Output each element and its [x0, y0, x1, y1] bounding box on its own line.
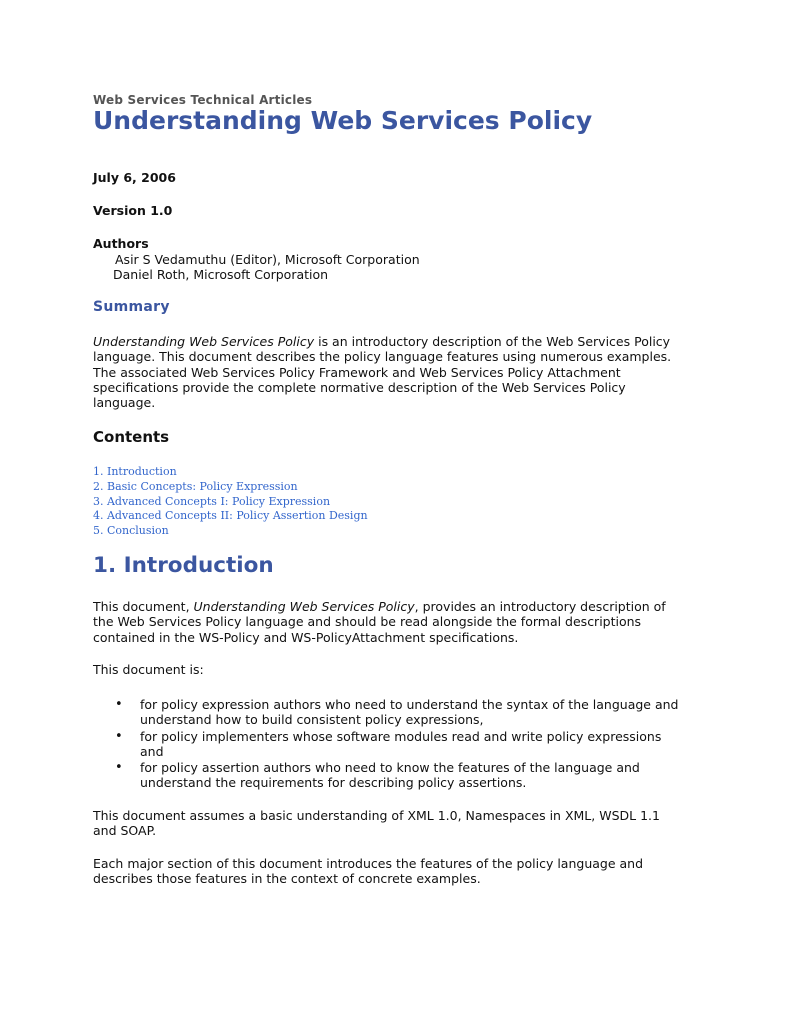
list-item-line-2: understand the requirements for describing policy assertions. — [140, 775, 527, 791]
toc-link-advanced-concepts-1[interactable]: 3. Advanced Concepts I: Policy Expression — [93, 494, 331, 508]
bullet-icon: • — [115, 697, 123, 712]
list-item — [93, 760, 713, 791]
intro-p4-line-2: describes those features in the context of concrete examples. — [93, 871, 481, 887]
toc-link-introduction[interactable]: 1. Introduction — [93, 465, 177, 478]
intro-p1-line-2: the Web Services Policy language and should be read alongside the formal descriptions — [93, 614, 642, 630]
list-item-line-1: for policy expression authors who need to understand the syntax of the language and — [140, 697, 679, 712]
summary-line-3: The associated Web Services Policy Framework and Web Services Policy Attachment — [93, 364, 621, 380]
article-series-label: Web Services Technical Articles — [93, 93, 313, 107]
list-item-line-1: for policy implementers whose software modules read and write policy expressions — [140, 728, 662, 744]
toc-link-conclusion[interactable]: 5. Conclusion — [93, 524, 169, 538]
author-2: Daniel Roth, Microsoft Corporation — [113, 267, 329, 282]
list-item-line-2: understand how to build consistent policy expressions, — [140, 712, 484, 728]
summary-line-5: language. — [93, 395, 156, 411]
toc-link-basic-concepts[interactable]: 2. Basic Concepts: Policy Expression — [93, 479, 298, 493]
document-version: Version 1.0 — [93, 203, 173, 218]
contents-heading: Contents — [93, 428, 170, 446]
authors-label: Authors — [93, 236, 149, 251]
toc-link-advanced-concepts-2[interactable]: 4. Advanced Concepts II: Policy Assertion Design — [93, 509, 368, 523]
intro-p4-line-1: Each major section of this document introduces the features of the policy language and — [93, 856, 644, 871]
intro-p1-start: This document, — [93, 599, 194, 614]
intro-p1-line-3: contained in the WS-Policy and WS-PolicyAttachment specifications. — [93, 629, 519, 645]
bullet-icon: • — [115, 728, 123, 744]
intro-p1-title-italic: Understanding Web Services Policy — [193, 599, 415, 614]
list-item — [93, 697, 713, 728]
intro-p3-line-1: This document assumes a basic understanding of XML 1.0, Namespaces in XML, WSDL 1.1 — [93, 808, 660, 823]
intro-paragraph-4 — [93, 856, 708, 887]
introduction-heading: 1. Introduction — [93, 553, 274, 578]
list-item-line-2: and — [140, 743, 164, 759]
author-1: Asir S Vedamuthu (Editor), Microsoft Corporation — [115, 252, 420, 267]
intro-paragraph-3 — [93, 808, 708, 839]
summary-heading: Summary — [93, 299, 170, 315]
summary-line-1: is an introductory description of the Web Services Policy — [314, 334, 671, 349]
document-title: Understanding Web Services Policy — [93, 106, 593, 135]
intro-paragraph-1 — [93, 599, 708, 645]
list-item-line-1: for policy assertion authors who need to know the features of the language and — [140, 760, 640, 776]
intro-p3-line-2: and SOAP. — [93, 823, 157, 839]
list-item — [93, 729, 713, 760]
audience-list — [93, 697, 713, 792]
intro-p1-end: , provides an introductory description of — [414, 599, 666, 614]
summary-title-italic: Understanding Web Services Policy — [93, 334, 315, 349]
intro-paragraph-2: This document is: — [93, 662, 204, 677]
bullet-icon: • — [115, 760, 123, 776]
summary-paragraph — [93, 334, 708, 410]
summary-line-2: language. This document describes the policy language features using numerous examples. — [93, 349, 672, 365]
publication-date: July 6, 2006 — [93, 170, 176, 185]
summary-line-4: specifications provide the complete normative description of the Web Services Policy — [93, 379, 626, 395]
table-of-contents — [93, 465, 368, 539]
